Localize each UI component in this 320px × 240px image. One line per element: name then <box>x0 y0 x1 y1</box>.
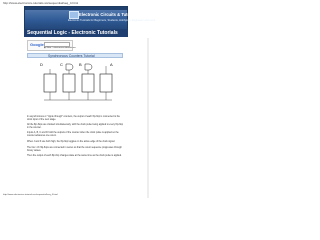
site-logo-icon[interactable] <box>69 11 79 19</box>
label-c: C <box>60 62 63 67</box>
paragraph-5: The four J-K flip-flops are connected in series so that the count sequence progresses through binary values. <box>27 147 122 152</box>
banner-strip <box>25 7 127 10</box>
radio-site-icon[interactable]: ○ <box>51 47 53 49</box>
google-search-box <box>27 40 76 51</box>
paragraph-3: Inputs A, B, C and D hold the outputs of the counter when the clock pulse is applied so the counter advances one count. <box>27 132 119 137</box>
footer-url: http://www.electronics-tutorials.ws/sequential/seq_4.html <box>3 194 58 196</box>
site-banner <box>24 6 156 30</box>
flipflop-c <box>63 74 75 92</box>
paragraph-4: When J and K are both high, the flip-flop toggles on the active edge of the clock signal. <box>27 141 115 143</box>
google-logo: Google <box>30 42 44 47</box>
paragraph-2: All the flip-flops are clocked simultaneously, with the clock pulse being applied to every flip-flop in the counter. <box>27 124 123 129</box>
page-title: Sequential Logic - Electronic Tutorials <box>27 30 118 36</box>
scrollbar[interactable] <box>147 38 149 198</box>
banner-subtitle: Electronic Tutorials for Beginners, Students, Hobbyists, Engineers and more <box>68 19 156 22</box>
label-d: D <box>40 62 43 67</box>
radio-web-label: Web <box>46 47 51 49</box>
counter-circuit-diagram <box>38 60 114 112</box>
flipflop-a <box>100 74 112 92</box>
radio-site-label: electronics-tutorials.ws <box>53 47 76 49</box>
label-a: A <box>110 62 113 67</box>
search-options <box>44 46 76 49</box>
page-title-bar <box>24 29 128 37</box>
paragraph-6: Then the output of each flip-flop changes state at the same time as the clock pulse is applied. <box>27 155 122 157</box>
flipflop-b <box>82 74 94 92</box>
section-heading: Synchronous Counters Tutorial <box>27 53 123 58</box>
browser-url-line: http://www.electronics-tutorials.ws/sequential/seq_4.html <box>3 1 79 5</box>
radio-web-icon[interactable]: ◉ <box>44 47 46 49</box>
banner-title: Electronic Circuits & Tutorials <box>79 12 139 17</box>
label-b: B <box>79 62 82 67</box>
flipflop-d <box>44 74 56 92</box>
paragraph-1: In asynchronous or "ripple through" counters, the output of each flip-flop is connected to the clock input of the next stage. <box>27 116 120 121</box>
content-area <box>24 38 128 198</box>
